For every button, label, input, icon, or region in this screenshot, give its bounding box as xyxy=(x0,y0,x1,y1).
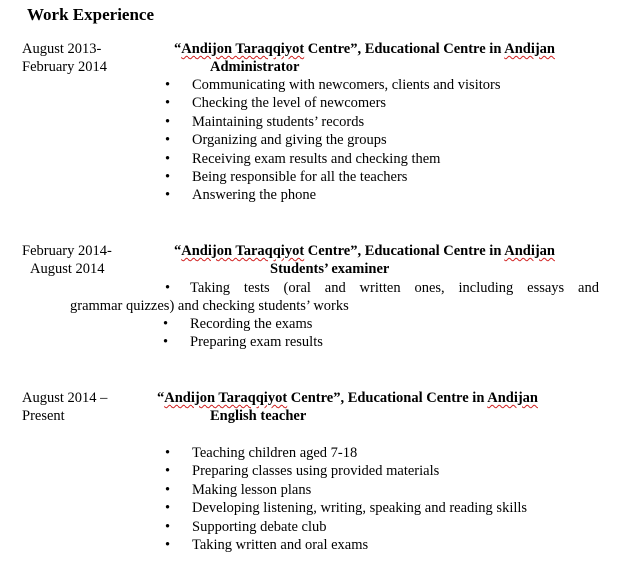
bullet-icon: • xyxy=(163,316,169,332)
section-heading: Work Experience xyxy=(27,5,155,24)
job2-duty-first-line: Taking tests (oral and written ones, including essays and xyxy=(190,280,599,296)
bullet-icon: • xyxy=(163,334,169,351)
bullet-icon: • xyxy=(165,77,171,93)
job1-role: Administrator xyxy=(210,59,300,75)
bullet-icon: • xyxy=(165,518,171,535)
bullet-icon: • xyxy=(165,280,171,296)
bullet-icon: • xyxy=(165,95,171,112)
bullet-icon: • xyxy=(165,481,171,498)
job2-date-start: February 2014- xyxy=(22,243,112,259)
bullet-icon: • xyxy=(165,463,171,480)
job1-organization: “Andijon Taraqqiyot Centre”, Educational Centre in Andijan xyxy=(174,41,555,57)
job2-date-end: August 2014 xyxy=(30,261,105,277)
job2-duty-first-wrap: grammar quizzes) and checking students’ works xyxy=(70,298,349,314)
bullet-icon: • xyxy=(165,536,171,553)
bullet-icon: • xyxy=(165,500,171,517)
bullet-icon: • xyxy=(165,132,171,149)
bullet-icon: • xyxy=(165,168,171,185)
bullet-icon: • xyxy=(165,445,171,461)
job1-date-start: August 2013- xyxy=(22,41,102,57)
job3-date-start: August 2014 – xyxy=(22,390,108,406)
job3-organization: “Andijon Taraqqiyot Centre”, Educational Centre in Andijan xyxy=(157,390,538,406)
job3-date-end: Present xyxy=(22,408,65,424)
bullet-icon: • xyxy=(165,150,171,167)
job3-role: English teacher xyxy=(210,408,307,424)
job2-organization: “Andijon Taraqqiyot Centre”, Educational Centre in Andijan xyxy=(174,243,555,259)
bullet-icon: • xyxy=(165,113,171,130)
job2-role: Students’ examiner xyxy=(270,261,390,277)
bullet-icon: • xyxy=(165,187,171,204)
job1-date-end: February 2014 xyxy=(22,59,107,75)
